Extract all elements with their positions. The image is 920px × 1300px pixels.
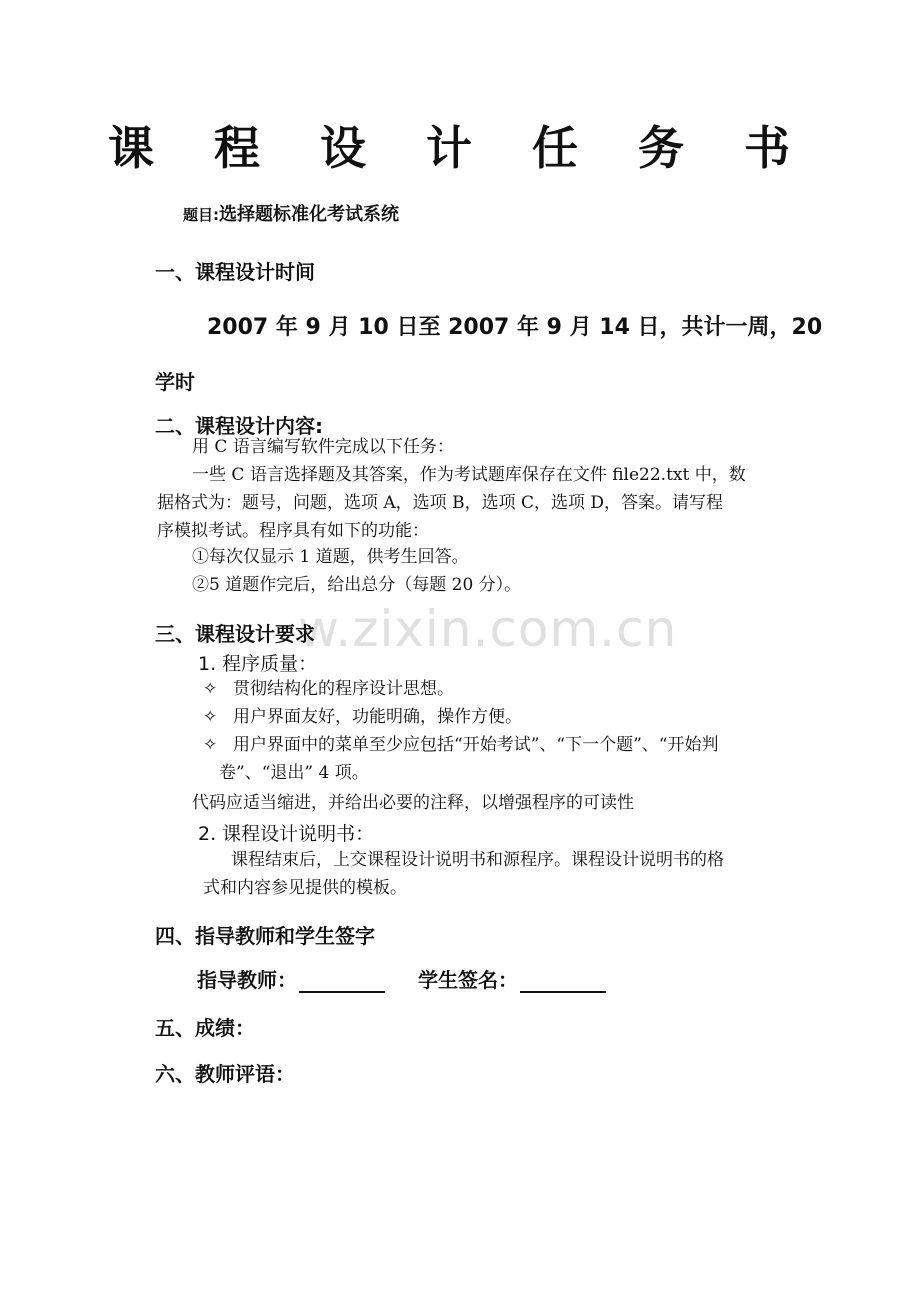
bullet-text: 用户界面中的菜单至少应包括“开始考试”、“下一个题”、“开始判: [233, 735, 719, 755]
section-5-heading: 五、成绩：: [155, 1016, 255, 1040]
content-item-1: ①每次仅显示 1 道题，供考生回答。: [192, 547, 469, 567]
teacher-signature-blank: [299, 971, 385, 993]
student-label: 学生签名：: [418, 968, 518, 992]
requirement-bullet-1: [203, 674, 454, 704]
section-1-heading: 一、课程设计时间: [155, 260, 315, 284]
teacher-label: 指导教师：: [197, 968, 297, 992]
requirement-2-title: 2. 课程设计说明书：: [198, 823, 375, 845]
requirement-bullet-3: [203, 730, 718, 760]
content-para-line-2: 据格式为：题号，问题，选项 A，选项 B，选项 C，选项 D，答案。请写程: [157, 493, 724, 513]
bullet-text: 贯彻结构化的程序设计思想。: [233, 679, 454, 699]
requirement-1-title: 1. 程序质量：: [198, 653, 318, 675]
manual-line-1: 课程结束后，上交课程设计说明书和源程序。课程设计说明书的格: [231, 850, 724, 870]
topic-label: 题目:: [183, 206, 219, 224]
requirement-bullet-2: [203, 702, 522, 732]
topic-line: [183, 200, 399, 226]
bullet-text: 用户界面友好，功能明确，操作方便。: [233, 707, 522, 727]
requirement-bullet-3-cont: 卷”、“退出” 4 项。: [219, 763, 369, 783]
section-2-heading: 二、课程设计内容:: [155, 414, 323, 438]
content-item-2: ②5 道题作完后，给出总分（每题 20 分）。: [192, 575, 522, 595]
section-4-heading: 四、指导教师和学生签字: [155, 924, 375, 948]
student-signature-line: [418, 964, 606, 993]
bullet-icon: ✧: [203, 679, 218, 699]
bullet-icon: ✧: [203, 735, 218, 755]
course-time: 2007 年 9 月 10 日至 2007 年 9 月 14 日，共计一周，20: [207, 315, 823, 340]
code-note: 代码应适当缩进，并给出必要的注释，以增强程序的可读性: [192, 793, 634, 813]
content-para-line-3: 序模拟考试。程序具有如下的功能：: [157, 521, 429, 541]
section-6-heading: 六、教师评语：: [155, 1062, 295, 1086]
document-title: 课 程 设 计 任 务 书: [107, 121, 813, 175]
topic-value: 选择题标准化考试系统: [219, 204, 399, 225]
course-time-unit: 学时: [155, 370, 195, 394]
watermark: w.zixin.com.cn: [298, 600, 678, 658]
manual-line-2: 式和内容参见提供的模板。: [203, 878, 407, 898]
content-intro: 用 C 语言编写软件完成以下任务：: [192, 437, 454, 457]
bullet-icon: ✧: [203, 707, 218, 727]
content-para-line-1: 一些 C 语言选择题及其答案，作为考试题库保存在文件 file22.txt 中，数: [192, 465, 746, 485]
student-signature-blank: [520, 971, 606, 993]
section-3-heading: 三、课程设计要求: [155, 622, 315, 646]
teacher-signature-line: [197, 964, 385, 993]
